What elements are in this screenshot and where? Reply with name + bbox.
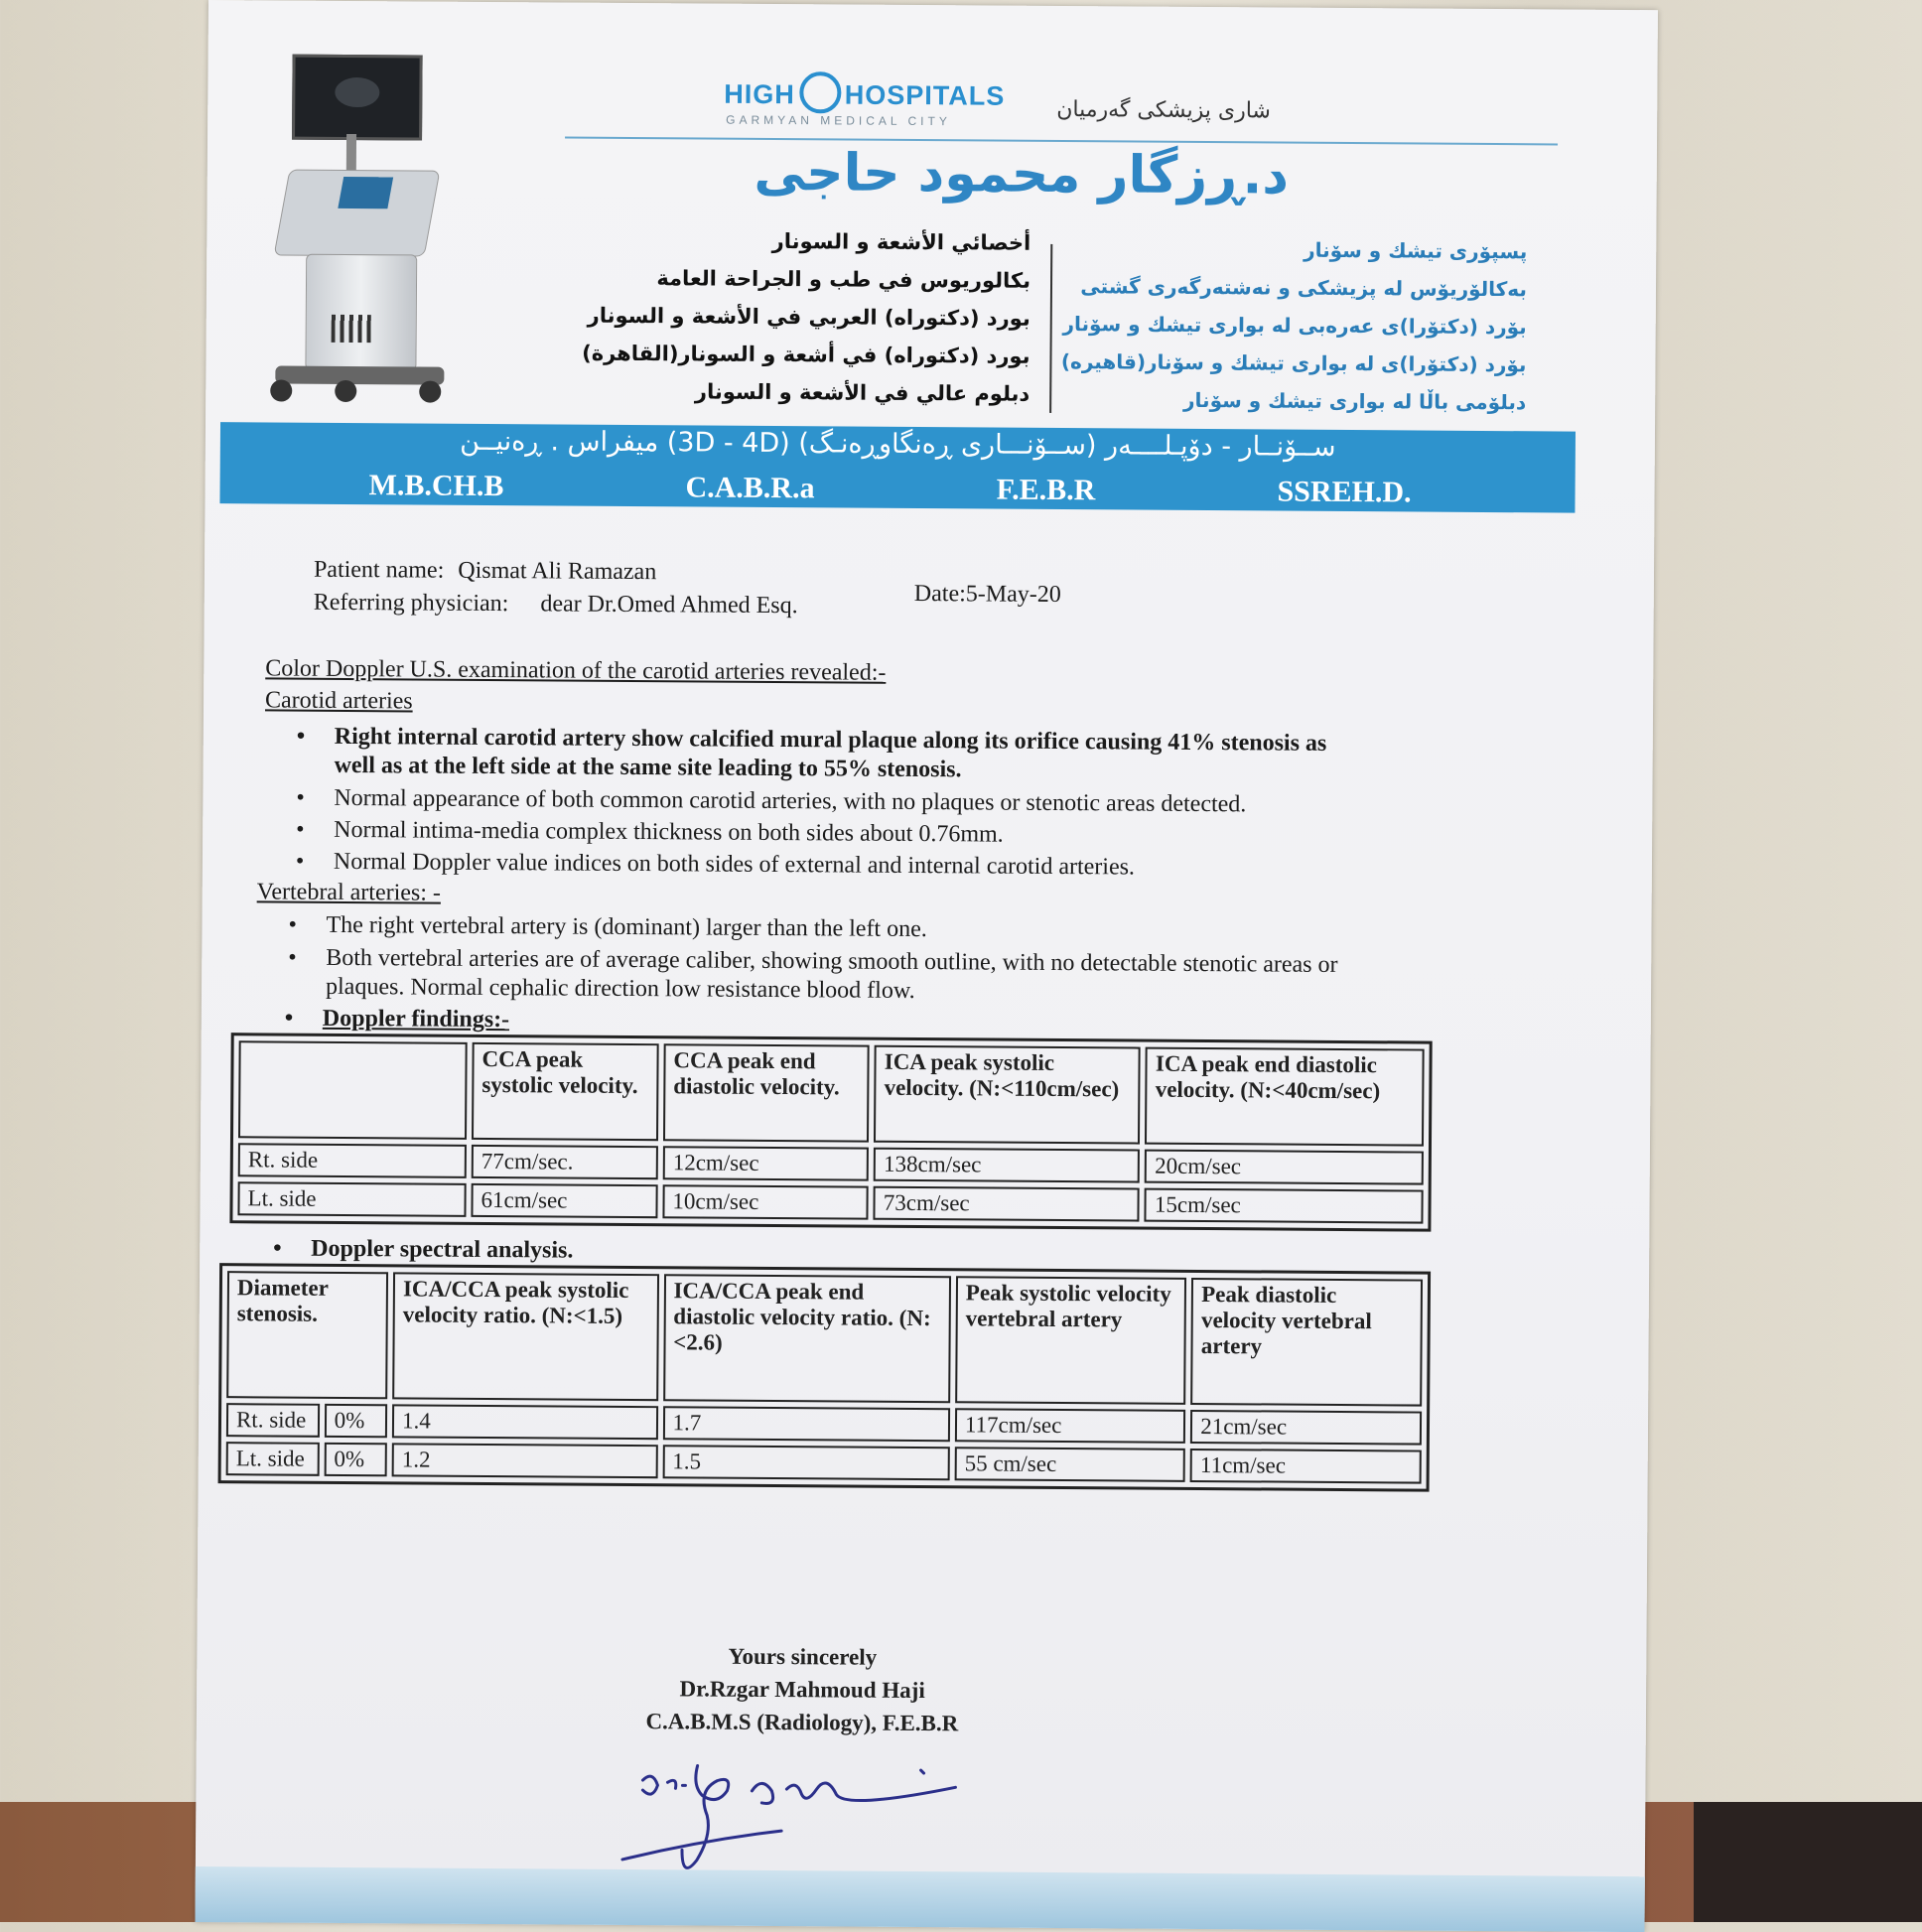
- table-row: [237, 1181, 1423, 1223]
- table-header-cell: Peak systolic velocity vertebral artery: [955, 1276, 1186, 1405]
- services-text: ســۆنــار - دۆپـلــــەر (ســۆنـــاری ڕەنگاوڕەنـگ) (3D - 4D) میفراس . ڕەنیــن: [460, 425, 1336, 463]
- carotid-finding: • Normal Doppler value indices on both sides of external and internal carotid arteries.: [334, 849, 1326, 883]
- table-cell: Lt. side: [237, 1181, 466, 1217]
- table-cell: 20cm/sec: [1145, 1150, 1424, 1185]
- qualification: C.A.B.R.a: [685, 471, 815, 505]
- signoff-line: Dr.Rzgar Mahmoud Haji: [679, 1676, 925, 1704]
- table-cell: 0%: [325, 1404, 388, 1438]
- credential-line: دبلوم عالي في الأشعة و السونار: [694, 379, 1030, 406]
- table-cell: 77cm/sec.: [472, 1145, 658, 1179]
- table-cell: 21cm/sec: [1190, 1410, 1422, 1446]
- table-header-row: [238, 1040, 1425, 1146]
- logo-at-icon: [799, 71, 841, 113]
- table-cell: 0%: [324, 1443, 387, 1476]
- table-header-cell: [238, 1040, 468, 1140]
- doppler-findings-label: • Doppler findings:-: [323, 1006, 509, 1034]
- table-header-cell: Peak diastolic velocity vertebral artery: [1190, 1278, 1423, 1407]
- ultrasound-machine-illustration: [270, 50, 452, 408]
- table-cell: 1.4: [392, 1404, 658, 1440]
- table-cell: 73cm/sec: [874, 1186, 1140, 1222]
- credential-line: پسپۆری تیشك و سۆنار: [1304, 237, 1528, 264]
- signoff-block: [544, 1638, 1061, 1740]
- qualification: F.E.B.R: [996, 473, 1096, 507]
- vertebral-finding: • The right vertebral artery is (dominant) larger than the left one.: [326, 912, 1318, 946]
- table-cell: Rt. side: [238, 1143, 467, 1178]
- table-cell: 1.2: [392, 1443, 658, 1478]
- table-cell: 10cm/sec: [662, 1184, 869, 1219]
- credential-line: بەكالۆریۆس لە پزیشكی و نەشتەرگەری گشتی: [1080, 274, 1528, 302]
- carotid-finding: • Normal intima-media complex thickness on both sides about 0.76mm.: [334, 817, 1326, 851]
- table-header-cell: ICA peak systolic velocity. (N:<110cm/sec): [874, 1045, 1141, 1145]
- patient-name-value: Qismat Ali Ramazan: [458, 557, 657, 586]
- table-cell: 61cm/sec: [471, 1183, 657, 1218]
- physician-label: Referring physician:: [313, 589, 509, 618]
- physician-row: [314, 590, 798, 620]
- table-cell: 1.5: [662, 1445, 950, 1480]
- credential-line: أخصائي الأشعة و السونار: [771, 228, 1031, 255]
- carotid-finding: • Right internal carotid artery show calcified mural plaque along its orifice causing 41% stenosis as well as at the left side at the same site leading to 55% stenosis.: [335, 723, 1327, 787]
- doppler-findings-table: [229, 1033, 1432, 1231]
- table-cell: 117cm/sec: [955, 1408, 1186, 1444]
- table-cell: 55 cm/sec: [954, 1447, 1185, 1482]
- credential-line: بورد (دكتوراه) في أشعة و السونار(القاهرة): [582, 341, 1030, 368]
- qualifications-row: [368, 469, 1411, 509]
- table-header-cell: ICA peak end diastolic velocity. (N:<40cm/sec): [1145, 1047, 1424, 1147]
- table-header-cell: ICA/CCA peak systolic velocity ratio. (N:<1.5): [392, 1272, 658, 1401]
- table-row: [226, 1403, 1422, 1445]
- column-divider: [1049, 244, 1052, 413]
- table-header-cell: Diameter stenosis.: [226, 1271, 388, 1399]
- table-cell: 12cm/sec: [663, 1146, 870, 1180]
- arabic-credentials: [563, 221, 1030, 413]
- credential-line: بۆرد (دكتۆرا)ی عەرەبی لە بواری تیشك و سۆنار: [1062, 312, 1527, 340]
- table-cell: Lt. side: [226, 1442, 320, 1476]
- table-cell: Rt. side: [226, 1403, 320, 1438]
- carotid-heading: Carotid arteries: [264, 687, 413, 715]
- qualification: M.B.CH.B: [368, 469, 504, 503]
- spectral-analysis-table: [218, 1263, 1432, 1492]
- credential-line: دبلۆمی باڵا لە بواری تیشك و سۆنار: [1183, 387, 1527, 415]
- signoff-line: Yours sincerely: [728, 1643, 878, 1670]
- kurdish-city-name: شاری پزیشکی گەرمیان: [1056, 96, 1271, 124]
- credential-line: بورد (دكتوراه) العربي في الأشعة و السونار: [587, 303, 1030, 331]
- table-row: [226, 1442, 1422, 1483]
- signoff-line: C.A.B.M.S (Radiology), F.E.B.R: [645, 1709, 959, 1736]
- vertebral-finding: • Both vertebral arteries are of average caliber, showing smooth outline, with no detectable stenotic areas or plaques. Normal cephalic direction low resistance blood flow.: [326, 944, 1378, 1009]
- vertebral-heading: Vertebral arteries: -: [256, 879, 442, 906]
- table-cell: 11cm/sec: [1190, 1449, 1422, 1484]
- patient-name-row: [314, 557, 656, 586]
- patient-name-label: Patient name:: [313, 556, 445, 584]
- table-header-row: [226, 1271, 1423, 1406]
- qualification: SSREH.D.: [1277, 475, 1412, 509]
- table-header-cell: ICA/CCA peak end diastolic velocity ratio. (N:<2.6): [663, 1274, 951, 1403]
- table-cell: 138cm/sec: [874, 1148, 1140, 1183]
- kurdish-credentials: [1059, 229, 1527, 421]
- doctor-name-heading: د.ڕزگار محمود حاجی: [754, 142, 1290, 207]
- logo-subtitle: GARMYAN MEDICAL CITY: [726, 112, 951, 129]
- services-band: [219, 422, 1576, 513]
- table-row: [238, 1143, 1424, 1184]
- carotid-finding: • Normal appearance of both common carotid arteries, with no plaques or stenotic areas detected.: [334, 785, 1326, 819]
- report-intro: Color Doppler U.S. examination of the carotid arteries revealed:-: [265, 655, 887, 686]
- dark-object: [1694, 1802, 1922, 1922]
- physician-value: dear Dr.Omed Ahmed Esq.: [540, 591, 798, 620]
- table-header-cell: CCA peak end diastolic velocity.: [663, 1043, 870, 1142]
- spectral-analysis-label: • Doppler spectral analysis.: [311, 1236, 573, 1265]
- report-date: Date:5-May-20: [913, 580, 1061, 609]
- hospital-logo: HIGH HOSPITALS GARMYAN MEDICAL CITY: [724, 75, 1005, 129]
- credential-line: بكالوريوس في طب و الجراحة العامة: [656, 266, 1031, 293]
- report-paper: [195, 0, 1657, 1932]
- credential-line: بۆرد (دكتۆرا)ی لە بواری تیشك و سۆنار(قاهیرە): [1060, 349, 1527, 377]
- table-cell: 1.7: [662, 1406, 950, 1442]
- table-header-cell: CCA peak systolic velocity.: [472, 1042, 659, 1141]
- footer-band: [195, 1866, 1644, 1932]
- table-cell: 15cm/sec: [1145, 1188, 1424, 1224]
